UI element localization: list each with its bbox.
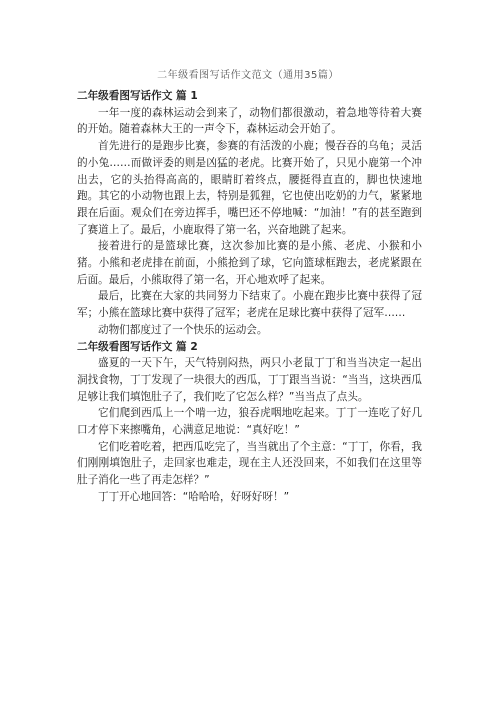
- section-heading: 二年级看图写话作文 篇 1: [77, 90, 198, 102]
- paragraph: 首先进行的是跑步比赛，参赛的有活泼的小鹿；慢吞吞的乌龟；灵活的小兔……而做评委的则是凶猛的老虎。比赛开始了，只见小鹿第一个冲出去，它的头抬得高高的，眼睛盯着终点，腰挺得直直的，脚也快速地跑。其它的小动物也跟上去，特别是狐狸，它也使出吃奶的力气，紧紧地跟在后面。观众们在旁边挥手，嘴巴还不停地喊：“加油！”有的甚至跑到了赛道上了。最后，小鹿取得了第一名，兴奋地跳了起来。: [77, 140, 422, 236]
- section-heading: 二年级看图写话作文 篇 2: [77, 340, 198, 353]
- paragraph: 丁丁开心地回答：“哈哈哈，好呀好呀！”: [98, 490, 290, 503]
- document-body: [77, 88, 422, 506]
- paragraph: 盛夏的一天下午，天气特别闷热，两只小老鼠丁丁和当当决定一起出洞找食物，丁丁发现了一块很大的西瓜，丁丁跟当当说：“当当，这块西瓜足够让我们填饱肚子了，我们吃了它怎么样？”当当点了点头。: [77, 357, 422, 403]
- paragraph: 接着进行的是篮球比赛，这次参加比赛的是小熊、老虎、小猴和小猪。小熊和老虎排在前面，小熊抢到了球，它向篮球框跑去，老虎紧跟在后面。最后，小熊取得了第一名，开心地欢呼了起来。: [77, 240, 422, 286]
- paragraph: 它们吃着吃着，把西瓜吃完了，当当就出了个主意：“丁丁，你看，我们刚刚填饱肚子，走回家也难走，现在主人还没回来，不如我们在这里等肚子消化一些了再走怎样？”: [77, 440, 422, 487]
- paragraph: 最后，比赛在大家的共同努力下结束了。小鹿在跑步比赛中获得了冠军；小熊在篮球比赛中获得了冠军；老虎在足球比赛中获得了冠军……: [77, 290, 422, 320]
- paragraph: 一年一度的森林运动会到来了，动物们都很激动，着急地等待着大赛的开始。随着森林大王的一声令下，森林运动会开始了。: [77, 106, 422, 136]
- paragraph: 它们爬到西瓜上一个啃一边，狼吞虎咽地吃起来。丁丁一连吃了好几口才停下来擦嘴角，心满意足地说：“真好吃！”: [77, 407, 422, 437]
- document-title: 二年级看图写话作文范文（通用35篇）: [157, 70, 339, 81]
- paragraph: 动物们都度过了一个快乐的运动会。: [98, 323, 268, 336]
